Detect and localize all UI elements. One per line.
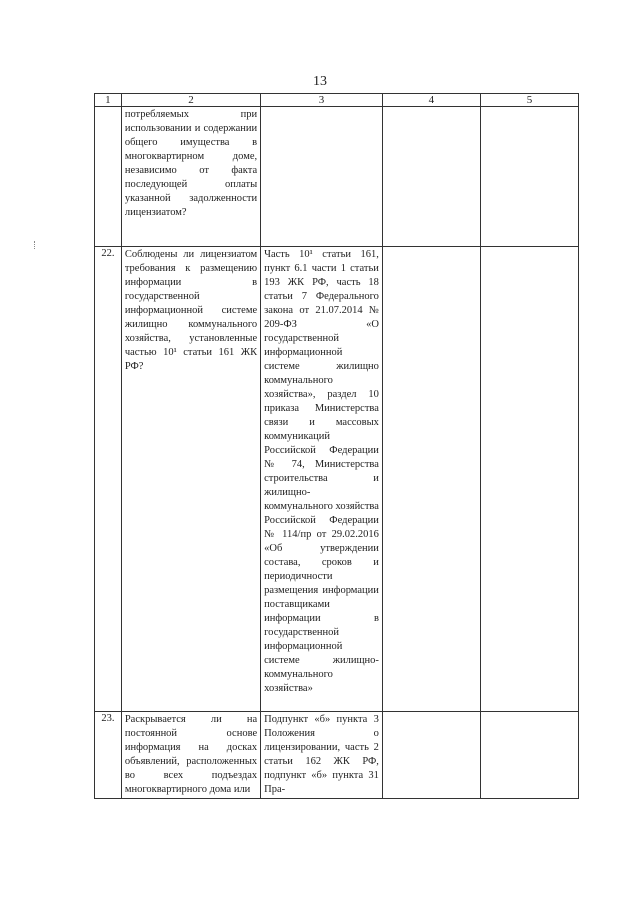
cell-col-5 xyxy=(480,247,578,712)
question-text: Раскрывается ли на постоянной основе информация на досках объявлений, расположенных во всех подъездах многоквартирного дома или xyxy=(121,712,260,799)
header-row xyxy=(95,94,579,107)
page-number: 13 xyxy=(313,74,327,89)
margin-mark xyxy=(34,241,39,249)
table-row xyxy=(95,712,579,799)
cell-col-4 xyxy=(382,107,480,247)
reference-text: Подпункт «б» пункта 3 Положения о лицензировании, часть 2 статьи 162 ЖК РФ, подпункт «б» пункта 31 Пра- xyxy=(261,712,383,799)
cell-col-4 xyxy=(382,712,480,799)
cell-col-5 xyxy=(480,712,578,799)
header-col-3: 3 xyxy=(261,94,383,107)
cell-col-5 xyxy=(480,107,578,247)
reference-text: Часть 10¹ статьи 161, пункт 6.1 части 1 статьи 193 ЖК РФ, часть 18 статьи 7 Федерального закона от 21.07.2014 № 209-ФЗ «О государственной информационной системе жилищно коммунального хозяйства», раздел 10 приказа Министерства связи и массовых коммуникаций Российской Федерации № 74, Министерства строительства и жилищно-коммунального хозяйства Российской Федерации № 114/пр от 29.02.2016 «Об утверждении состава, сроков и периодичности размещения информации поставщиками информации в государственной информационной системе жилищно-коммунального хозяйства» xyxy=(261,247,383,712)
table-row xyxy=(95,107,579,247)
row-number: 22. xyxy=(95,247,122,712)
row-number xyxy=(95,107,122,247)
header-col-4: 4 xyxy=(382,94,480,107)
table-row xyxy=(95,247,579,712)
checklist-table xyxy=(94,93,579,799)
question-text: потребляемых при использовании и содержании общего имущества в многоквартирном доме, независимо от факта последующей оплаты указанной задолженности лицензиатом? xyxy=(121,107,260,247)
header-col-1: 1 xyxy=(95,94,122,107)
cell-col-4 xyxy=(382,247,480,712)
reference-text xyxy=(261,107,383,247)
header-col-5: 5 xyxy=(480,94,578,107)
header-col-2: 2 xyxy=(121,94,260,107)
question-text: Соблюдены ли лицензиатом требования к размещению информации в государственной информационной системе жилищно коммунального хозяйства, установленные частью 10¹ статьи 161 ЖК РФ? xyxy=(121,247,260,712)
row-number: 23. xyxy=(95,712,122,799)
